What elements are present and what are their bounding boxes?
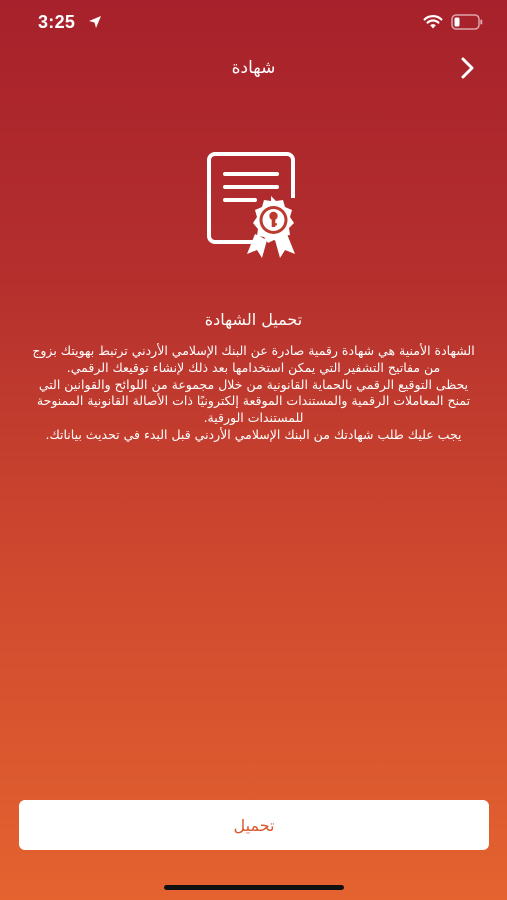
description-paragraph: الشهادة الأمنية هي شهادة رقمية صادرة عن البنك الإسلامي الأردني ترتبط بهويتك بزوج من مفاتيح التشفير التي يمكن استخدامها بعد ذلك لإنشاء توقيعك الرقمي. <box>32 343 475 375</box>
certificate-description <box>28 343 479 444</box>
status-time: 3:25 <box>38 12 76 32</box>
status-bar <box>0 0 507 44</box>
page-title: شهادة <box>231 58 276 78</box>
description-paragraph: يجب عليك طلب شهادتك من البنك الإسلامي الأردني قبل البدء في تحديث بياناتك. <box>45 426 462 442</box>
battery-icon <box>451 14 483 30</box>
description-paragraph: يحظى التوقيع الرقمي بالحماية القانونية من خلال مجموعة من اللوائح والقوانين التي تمنح المعاملات الرقمية والمستندات الموقعة إلكترونيًا ذات الأصالة القانونية الممنوحة للمستندات الورقية. <box>36 376 471 426</box>
chevron-right-icon <box>460 56 476 80</box>
download-button[interactable]: تحميل <box>19 800 489 850</box>
wifi-icon <box>423 14 443 30</box>
section-heading: تحميل الشهادة <box>204 310 303 329</box>
back-button[interactable] <box>452 52 484 84</box>
certificate-icon <box>203 150 303 260</box>
location-arrow-icon <box>88 15 102 29</box>
navigation-bar <box>0 46 507 90</box>
home-indicator <box>164 885 344 890</box>
